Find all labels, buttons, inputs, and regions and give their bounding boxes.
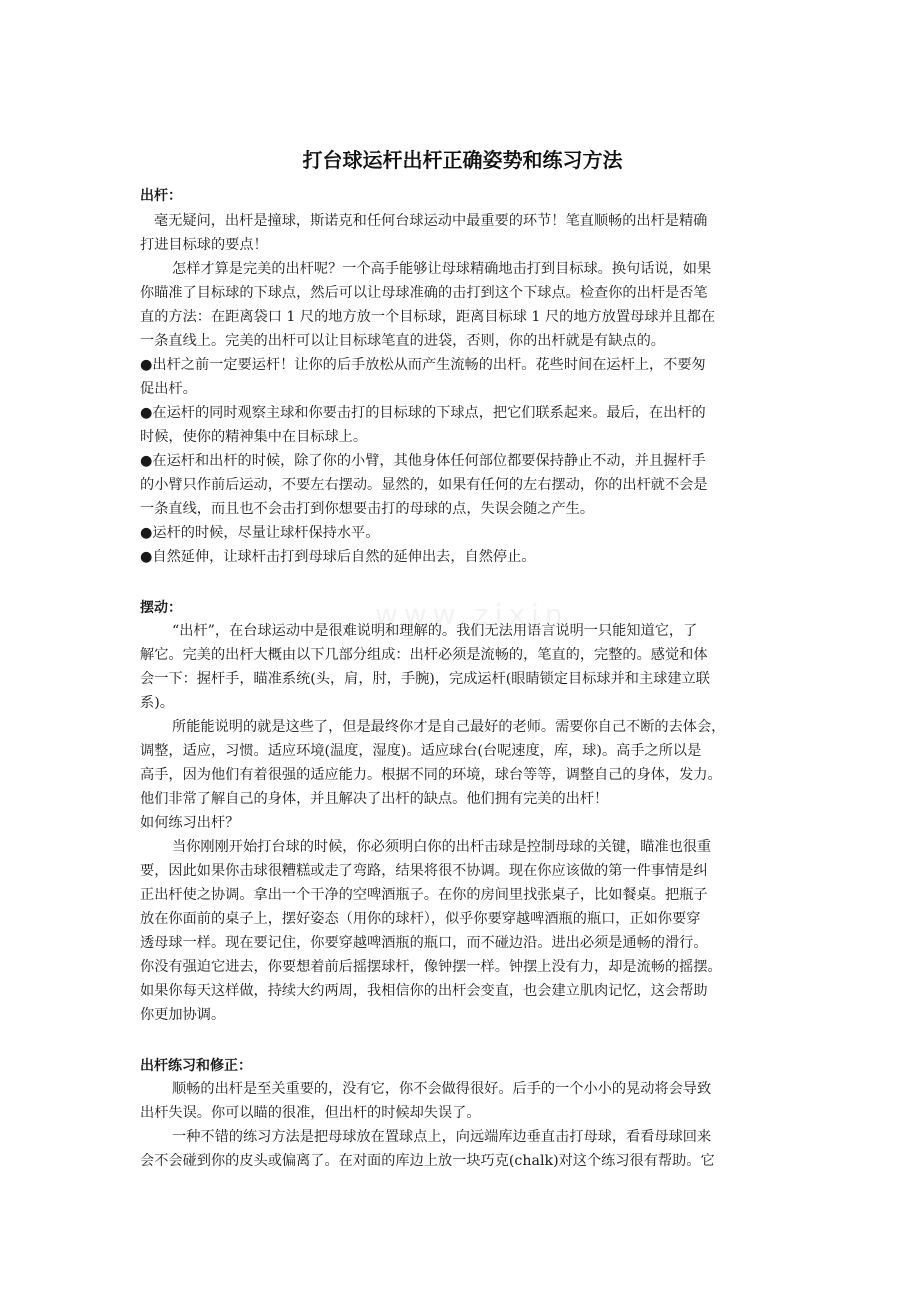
paragraph-line: 要，因此如果你击球很糟糕或走了弯路，结果将很不协调。现在你应该做的第一件事情是纠: [140, 863, 708, 879]
section-heading-practice: 出杆练习和修正：: [140, 1058, 252, 1074]
paragraph-line: 所能能说明的就是这些了，但是最终你才是自己最好的老师。需要你自己不断的去体会，: [172, 719, 726, 735]
bullet-line: 一条直线，而且也不会击打到你想要击打的母球的点，失误会随之产生。: [140, 501, 595, 517]
bullet-line: 的小臂只作前后运动，不要左右摆动。显然的，如果有任何的左右摆动，你的出杆就不会是: [140, 477, 708, 493]
paragraph-line: 直的方法：在距离袋口 1 尺的地方放一个目标球，距离目标球 1 尺的地方放置母球并且都在: [140, 309, 716, 325]
paragraph-line: 当你刚刚开始打台球的时候，你必须明白你的出杆击球是控制母球的关键，瞄准也很重: [172, 839, 712, 855]
paragraph-line: 会一下：握杆手，瞄准系统(头，肩，肘，手腕)，完成运杆(眼睛锁定目标球并和主球建立联: [140, 671, 710, 687]
bullet-line: 时候，使你的精神集中在目标球上。: [140, 429, 368, 445]
paragraph-line: 一条直线上。完美的出杆可以让目标球笔直的进袋，否则，你的出杆就是有缺点的。: [140, 333, 665, 349]
document-title: 打台球运杆出杆正确姿势和练习方法: [302, 148, 623, 172]
paragraph-line: 怎样才算是完美的出杆呢？一个高手能够让母球精确地击打到目标球。换句话说，如果: [172, 261, 712, 277]
paragraph-line: 你瞄准了目标球的下球点，然后可以让母球准确的击打到这个下球点。检查你的出杆是否笔: [140, 285, 708, 301]
subheading-line: 如何练习出杆？: [140, 815, 240, 831]
paragraph-line: 他们非常了解自己的身体，并且解决了出杆的缺点。他们拥有完美的出杆！: [140, 791, 609, 807]
paragraph-line: 出杆失误。你可以瞄的很准，但出杆的时候却失误了。: [140, 1105, 481, 1121]
paragraph-line: 会不会碰到你的皮头或偏离了。在对面的库边上放一块巧克(chalk)对这个练习很有帮助。它: [140, 1153, 715, 1169]
paragraph-line: 正出杆使之协调。拿出一个干净的空啤酒瓶子。在你的房间里找张桌子，比如餐桌。把瓶子: [140, 887, 708, 903]
paragraph-line: 你更加协调。: [140, 1007, 226, 1023]
paragraph-line: 系)。: [140, 695, 174, 711]
paragraph-line: 顺畅的出杆是至关重要的，没有它，你不会做得很好。后手的一个小小的晃动将会导致: [172, 1081, 712, 1097]
paragraph-line: 一种不错的练习方法是把母球放在置球点上，向远端库边垂直击打母球，看看母球回来: [172, 1129, 712, 1145]
bullet-line: ●在运杆和出杆的时候，除了你的小臂，其他身体任何部位都要保持静止不动，并且握杆手: [140, 453, 706, 469]
bullet-line: ●运杆的时候，尽量让球杆保持水平。: [140, 525, 380, 541]
section-heading-baidong: 摆动：: [140, 600, 182, 616]
paragraph-line: 放在你面前的桌子上，摆好姿态（用你的球杆），似乎你要穿越啤酒瓶的瓶口，正如你要穿: [140, 911, 701, 927]
bullet-line: 促出杆。: [140, 381, 197, 397]
bullet-line: ●出杆之前一定要运杆！让你的后手放松从而产生流畅的出杆。花些时间在运杆上，不要匆: [140, 357, 706, 373]
paragraph-line: 如果你每天这样做，持续大约两周，我相信你的出杆会变直，也会建立肌肉记忆，这会帮助: [140, 983, 708, 999]
paragraph-line: 调整，适应，习惯。适应环境(温度，湿度)。适应球台(台呢速度，库，球)。高手之所以是: [140, 743, 702, 759]
watermark: www.zixin: [375, 598, 569, 631]
paragraph-line: 打进目标球的要点！: [140, 237, 268, 253]
paragraph-line: 高手，因为他们有着很强的适应能力。根据不同的环境，球台等等，调整自己的身体，发力。: [140, 767, 722, 783]
bullet-line: ●在运杆的同时观察主球和你要击打的目标球的下球点，把它们联系起来。最后，在出杆的: [140, 405, 706, 421]
bullet-line: ●自然延伸，让球杆击打到母球后自然的延伸出去，自然停止。: [140, 549, 536, 565]
paragraph-line: “出杆”，在台球运动中是很难说明和理解的。我们无法用语言说明一只能知道它，了: [172, 623, 698, 639]
paragraph-line: 透母球一样。现在要记住，你要穿越啤酒瓶的瓶口，而不碰边沿。进出必须是通畅的滑行。: [140, 935, 708, 951]
paragraph-line: 你没有强迫它进去，你要想着前后摇摆球杆，像钟摆一样。钟摆上没有力，却是流畅的摇摆。: [140, 959, 722, 975]
section-heading-chugan: 出杆：: [140, 188, 182, 204]
paragraph-line: 毫无疑问，出杆是撞球，斯诺克和任何台球运动中最重要的环节！笔直顺畅的出杆是精确: [154, 213, 708, 229]
paragraph-line: 解它。完美的出杆大概由以下几部分组成：出杆必须是流畅的，笔直的，完整的。感觉和体: [140, 647, 708, 663]
